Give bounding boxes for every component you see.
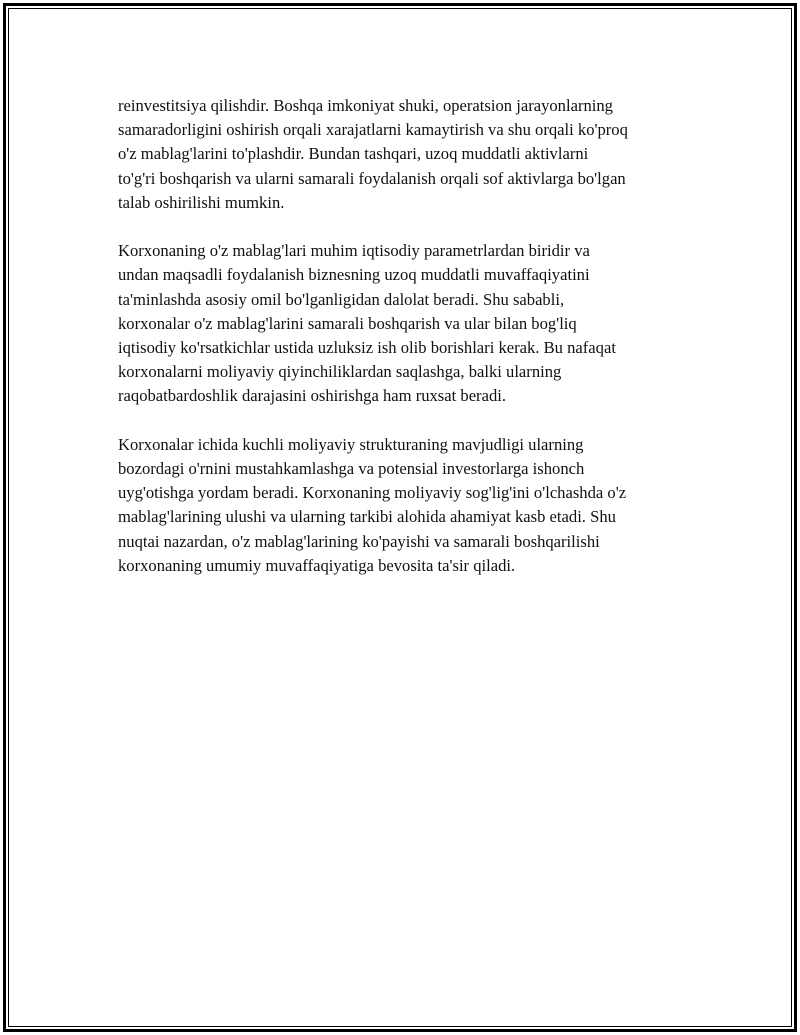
paragraph-1: reinvestitsiya qilishdir. Boshqa imkoniyat shuki, operatsion jarayonlarning samaradorligini oshirish orqali xarajatlarni kamaytirish va shu orqali ko'proq o'z mablag'larini to'plashdir. Bundan tashqari, uzoq muddatli aktivlarni to'g'ri boshqarish va ularni samarali foydalanish orqali sof aktivlarga bo'lgan talab oshirilishi mumkin. — [118, 96, 628, 212]
document-body — [118, 94, 708, 602]
paragraph-2: Korxonaning o'z mablag'lari muhim iqtisodiy parametrlardan biridir va undan maqsadli foydalanish biznesning uzoq muddatli muvaffaqiyatini ta'minlashda asosiy omil bo'lganligidan dalolat beradi. Shu sababli, korxonalar o'z mablag'larini samarali boshqarish va ular bilan bog'liq iqtisodiy ko'rsatkichlar ustida uzluksiz ish olib borishlari kerak. Bu nafaqat korxonalarni moliyaviy qiyinchiliklardan saqlashga, balki ularning raqobatbardoshlik darajasini oshirishga ham ruxsat beradi. — [118, 241, 616, 406]
page-frame — [3, 3, 797, 1032]
paragraph-3: Korxonalar ichida kuchli moliyaviy strukturaning mavjudligi ularning bozordagi o'rnini mustahkamlashga va potensial investorlarga ishonch uyg'otishga yordam beradi. Korxonaning moliyaviy sog'lig'ini o'lchashda o'z mablag'larining ulushi va ularning tarkibi alohida ahamiyat kasb etadi. Shu nuqtai nazardan, o'z mablag'larining ko'payishi va samarali boshqarilishi korxonaning umumiy muvaffaqiyatiga bevosita ta'sir qiladi. — [118, 434, 627, 575]
